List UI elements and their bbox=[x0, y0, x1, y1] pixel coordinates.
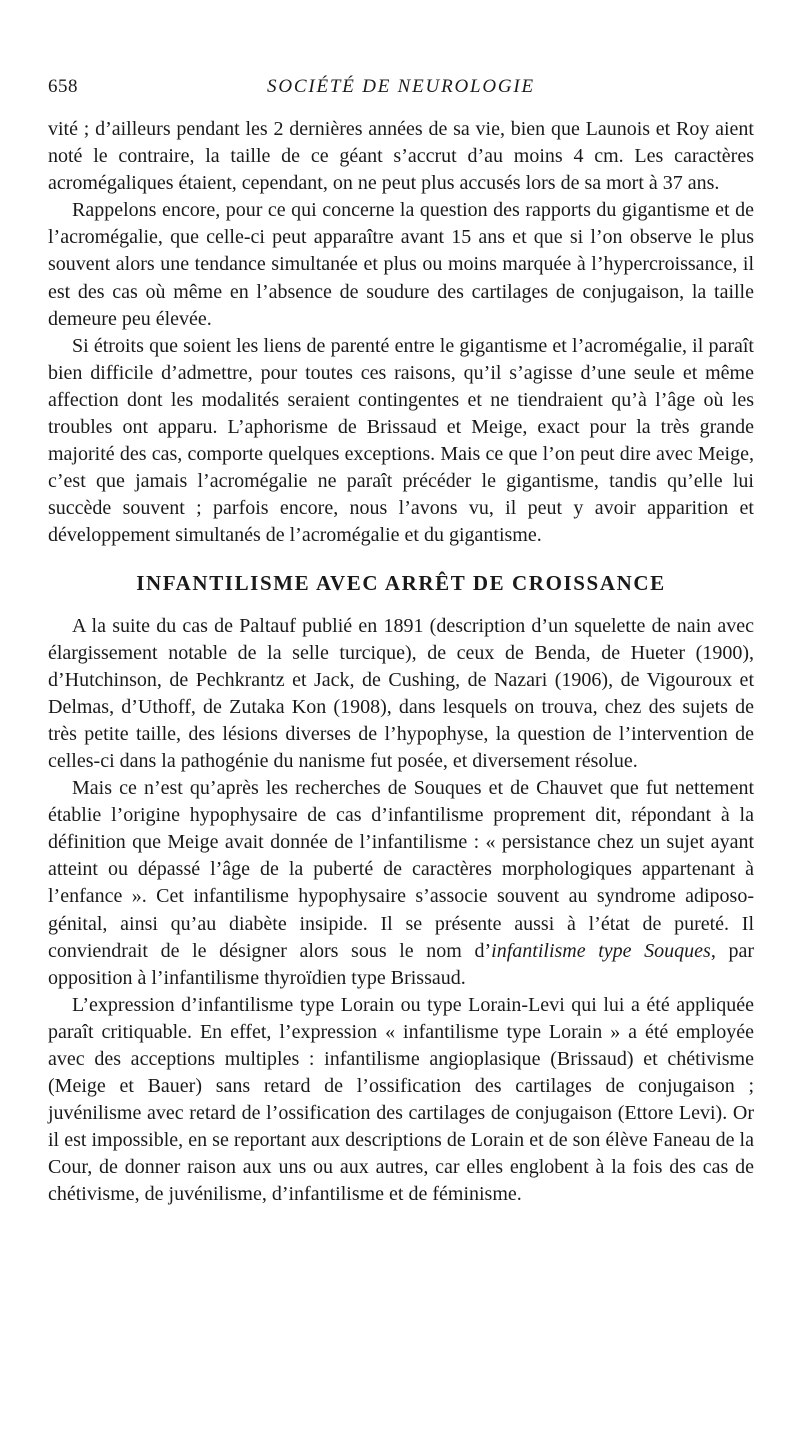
running-head bbox=[48, 76, 754, 116]
paragraph-souques-tail: , par opposition à l’infantilisme thyroïdien type Brissaud. bbox=[48, 939, 754, 989]
paragraph-souques bbox=[48, 775, 754, 992]
paragraph-lorain: L’expression d’infantilisme type Lorain ou type Lorain-Levi qui lui a été appliquée paraît critiquable. En effet, l’expression « infantilisme type Lorain » a été employée avec des acceptions multiples : infantilisme angioplasique (Brissaud) et chétivisme (Meige et Bauer) sans retard de l’ossification des cartilages de conjugaison ; juvénilisme avec retard de l’ossification des cartilages de conjugaison (Ettore Levi). Or il est impossible, en se reportant aux descriptions de Lorain et de son élève Faneau de la Cour, de donner raison aux uns ou aux autres, car elles englobent à la fois des cas de chétivisme, de juvénilisme, d’infantilisme et de féminisme. bbox=[48, 993, 754, 1206]
page-number: 658 bbox=[48, 76, 78, 97]
paragraph-continuation: vité ; d’ailleurs pendant les 2 dernières années de sa vie, bien que Launois et Roy aient noté le contraire, la taille de ce géant s’accrut d’au moins 4 cm. Les caractères acromégaliques étaient, cependant, on ne peut plus accusés lors de sa mort à 37 ans. bbox=[48, 118, 754, 195]
paragraph-gigantism-acromegaly: Rappelons encore, pour ce qui concerne la question des rapports du gigantisme et de l’acromégalie, que celle-ci peut apparaître avant 15 ans et que si l’on observe le plus souvent alors une tendance simultanée et plus ou moins marquée à l’hypercroissance, il est des cas où même en l’absence de soudure des cartilages de conjugaison, la taille demeure peu élevée. bbox=[48, 199, 754, 330]
paragraph-souques-emphasis: infantilisme type Souques bbox=[491, 939, 711, 962]
paragraph-souques-text: Mais ce n’est qu’après les recherches de Souques et de Chauvet que fut nettement établie l’origine hypophysaire de cas d’infantilisme proprement dit, répondant à la définition que Meige avait donnée de l’infantilisme : « persistance chez un sujet ayant atteint ou dépassé l’âge de la puberté de caractères morphologiques appartenant à l’enfance ». Cet infantilisme hypophysaire s’associe souvent au syndrome adiposo-génital, ainsi qu’au diabète insipide. Il se présente aussi à l’état de pureté. Il conviendrait de le désigner alors sous le nom d’ bbox=[48, 777, 754, 962]
section-heading: INFANTILISME AVEC ARRÊT DE CROISSANCE bbox=[136, 570, 666, 595]
journal-title: SOCIÉTÉ DE NEUROLOGIE bbox=[267, 76, 535, 97]
paragraph-parentage: Si étroits que soient les liens de parenté entre le gigantisme et l’acromégalie, il paraît bien difficile d’admettre, pour toutes ces raisons, qu’il s’agisse d’une seule et même affection dont les modalités seraient contingentes et ne tiendraient qu’à l’âge où les troubles ont apparu. L’aphorisme de Brissaud et Meige, exact pour la très grande majorité des cas, comporte quelques exceptions. Mais ce que l’on peut dire avec Meige, c’est que jamais l’acromégalie ne paraît précéder le gigantisme, tandis qu’elle lui succède souvent ; parfois encore, nous l’avons vu, il peut y avoir apparition et développement simultanés de l’acromégalie et du gigantisme. bbox=[48, 334, 754, 547]
paragraph-paltauf: A la suite du cas de Paltauf publié en 1891 (description d’un squelette de nain avec élargissement notable de la selle turcique), de ceux de Benda, de Hueter (1900), d’Hutchinson, de Pechkrantz et Jack, de Cushing, de Nazari (1906), de Vigouroux et Delmas, d’Uthoff, de Zutaka Kon (1908), dans lesquels on trouva, chez des sujets de très petite taille, des lésions diverses de l’hypophyse, la question de l’intervention de celles-ci dans la pathogénie du nanisme fut posée, et diversement résolue. bbox=[48, 614, 754, 772]
